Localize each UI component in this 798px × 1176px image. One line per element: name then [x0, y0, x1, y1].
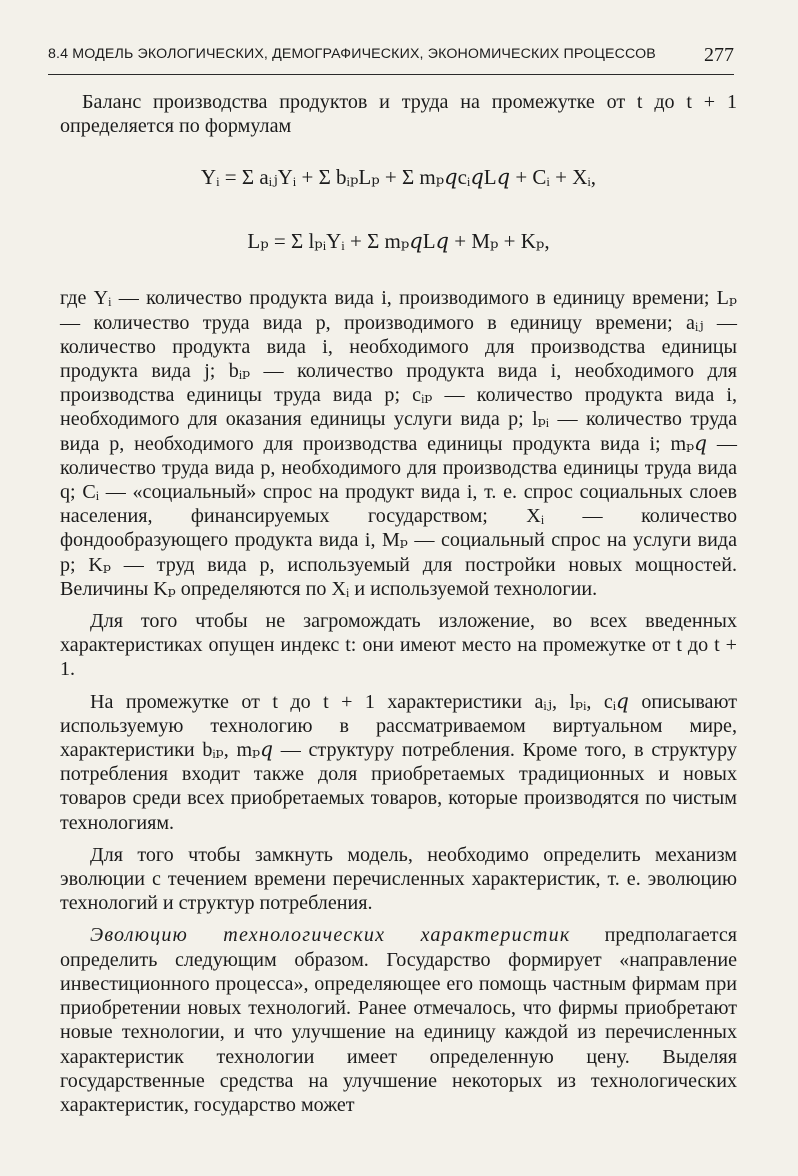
definitions-paragraph: где Yᵢ — количество продукта вида i, производимого в единицу времени; Lₚ — количество труда вида p, производимого в единицу времени; aᵢⱼ — количество продукта вида i, необходимого для производства единицы продукта вида j; bᵢₚ — количество продукта вида i, необходимого для производства единицы труда вида p; cᵢₚ — количество продукта вида i, необходимого для оказания единицы услуги вида p; lₚᵢ — количество труда вида p, необходимого для производства единицы продукта вида i; mₚ𝑞 — количество труда вида p, необходимого для производства единицы труда вида q; Cᵢ — «социальный» спрос на продукт вида i, т. е. спрос социальных слоев населения, финансируемых государством; Xᵢ — количество фондообразующего продукта вида i, Mₚ — социальный спрос на услуги вида p; Kₚ — труд вида p, используемый для постройки новых мощностей. Величины Kₚ определяются по Xᵢ и используемой технологии.	[60, 287, 737, 600]
running-head	[48, 44, 734, 75]
index-paragraph: Для того чтобы не загромождать изложение, во всех введенных характеристиках опущен индекс t: они имеют место на промежутке от t до t + 1.	[60, 610, 737, 681]
evolution-paragraph	[60, 923, 737, 1117]
closure-paragraph: Для того чтобы замкнуть модель, необходимо определить механизм эволюции с течением времени перечисленных характеристик, т. е. эволюцию технологий и структур потребления.	[60, 843, 737, 915]
page-number: 277	[704, 44, 734, 66]
section-title: 8.4 МОДЕЛЬ ЭКОЛОГИЧЕСКИХ, ДЕМОГРАФИЧЕСКИХ, ЭКОНОМИЧЕСКИХ ПРОЦЕССОВ	[48, 46, 656, 62]
formula-labor-balance: Lₚ = Σ lₚᵢYᵢ + Σ mₚ𝑞L𝑞 + Mₚ + Kₚ,	[247, 229, 550, 254]
evolution-emphasis: Эволюцию технологических характеристик	[90, 924, 571, 947]
formula-production-balance: Yᵢ = Σ aᵢⱼYᵢ + Σ bᵢₚLₚ + Σ mₚ𝑞cᵢ𝑞L𝑞 + Cᵢ + Xᵢ,	[200, 165, 597, 190]
characteristics-paragraph: На промежутке от t до t + 1 характеристики aᵢⱼ, lₚᵢ, cᵢ𝑞 описывают используемую технологию в рассматриваемом виртуальном мире, характеристики bᵢₚ, mₚ𝑞 — структуру потребления. Кроме того, в структуру потребления входит также доля приобретаемых традиционных и новых товаров среди всех приобретаемых товаров, которые производятся по чистым технологиям.	[60, 690, 737, 834]
evolution-text: предполагается определить следующим образом. Государство формирует «направление инвестиционного процесса», определяющее его помощь частным фирмам при приобретении новых технологий. Ранее отмечалось, что фирмы приобретают новые технологии, и что улучшение на единицу каждой из перечисленных характеристик технологии имеет определенную цену. Выделяя государственные средства на улучшение некоторых из технологических характеристик, государство может	[60, 924, 737, 1116]
intro-paragraph: Баланс производства продуктов и труда на промежутке от t до t + 1 определяется по формулам	[60, 91, 737, 138]
page-body	[60, 90, 737, 1117]
